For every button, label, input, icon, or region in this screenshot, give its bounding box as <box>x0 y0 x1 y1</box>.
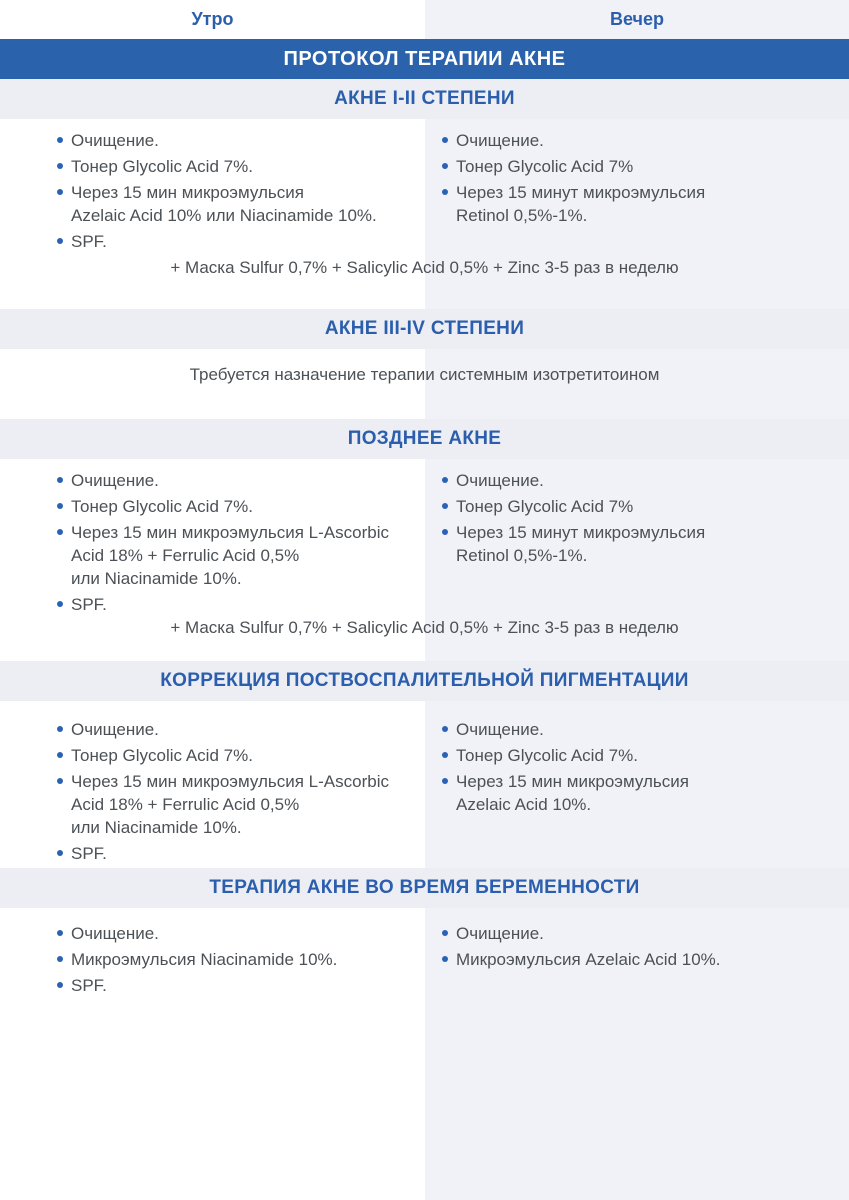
bullet-icon <box>442 752 448 758</box>
bullet-icon <box>57 726 63 732</box>
bullet-icon <box>57 956 63 962</box>
section-title-acne-3-4: АКНЕ III-IV СТЕПЕНИ <box>0 309 849 349</box>
bullet-icon <box>442 778 448 784</box>
bullet-icon <box>57 778 63 784</box>
list-item: Очищение. <box>57 922 425 945</box>
list-item: Через 15 мин микроэмульсия L-Ascorbic Acid 18% + Ferrulic Acid 0,5% или Niacinamide 10%. <box>57 521 425 590</box>
list-item: Очищение. <box>442 718 849 741</box>
list-item: Очищение. <box>442 922 849 945</box>
bullet-icon <box>57 238 63 244</box>
evening-column <box>425 469 849 619</box>
list-item: Через 15 мин микроэмульсия Azelaic Acid 10%. <box>442 770 849 816</box>
evening-column <box>425 922 849 1000</box>
list-item: Через 15 мин микроэмульсия L-Ascorbic Acid 18% + Ferrulic Acid 0,5% или Niacinamide 10%. <box>57 770 425 839</box>
mask-note: + Маска Sulfur 0,7% + Salicylic Acid 0,5% + Zinc 3-5 раз в неделю <box>170 258 679 277</box>
column-header-evening: Вечер <box>609 9 665 29</box>
section-title-pregnancy: ТЕРАПИЯ АКНЕ ВО ВРЕМЯ БЕРЕМЕННОСТИ <box>0 868 849 908</box>
evening-list <box>442 718 849 816</box>
evening-list <box>442 922 849 971</box>
bullet-icon <box>442 189 448 195</box>
section-content-acne-1-2 <box>0 119 849 256</box>
evening-column <box>425 129 849 256</box>
list-item: Очищение. <box>57 469 425 492</box>
bullet-icon <box>442 137 448 143</box>
list-item: Очищение. <box>442 469 849 492</box>
bullet-icon <box>57 850 63 856</box>
bullet-icon <box>442 477 448 483</box>
section-title-late-acne: ПОЗДНЕЕ АКНЕ <box>0 419 849 459</box>
bullet-icon <box>57 163 63 169</box>
list-item: Тонер Glycolic Acid 7% <box>442 495 849 518</box>
list-item: SPF. <box>57 230 425 253</box>
list-item: Микроэмульсия Azelaic Acid 10%. <box>442 948 849 971</box>
bullet-icon <box>57 601 63 607</box>
morning-list <box>57 469 425 616</box>
morning-list <box>57 129 425 253</box>
list-item: Очищение. <box>442 129 849 152</box>
section-content-pregnancy <box>0 908 849 1000</box>
evening-list <box>442 129 849 227</box>
column-header-morning: Утро <box>191 9 234 29</box>
list-item: Через 15 минут микроэмульсия Retinol 0,5%-1%. <box>442 181 849 227</box>
bullet-icon <box>442 503 448 509</box>
morning-list <box>57 922 425 997</box>
bullet-icon <box>57 752 63 758</box>
bullet-icon <box>57 477 63 483</box>
bullet-icon <box>442 529 448 535</box>
evening-column <box>425 718 849 868</box>
morning-column <box>0 129 425 256</box>
column-header-row <box>0 0 849 39</box>
list-item: Тонер Glycolic Acid 7%. <box>57 744 425 767</box>
list-item: Через 15 мин микроэмульсия Azelaic Acid 10% или Niacinamide 10%. <box>57 181 425 227</box>
section-content-pigmentation <box>0 701 849 868</box>
mask-note: + Маска Sulfur 0,7% + Salicylic Acid 0,5% + Zinc 3-5 раз в неделю <box>170 618 679 637</box>
list-item: Очищение. <box>57 718 425 741</box>
bullet-icon <box>57 137 63 143</box>
bullet-icon <box>442 726 448 732</box>
bullet-icon <box>442 163 448 169</box>
list-item: Микроэмульсия Niacinamide 10%. <box>57 948 425 971</box>
list-item: Тонер Glycolic Acid 7%. <box>442 744 849 767</box>
section-content-late-acne <box>0 459 849 619</box>
morning-column <box>0 718 425 868</box>
list-item: SPF. <box>57 593 425 616</box>
bullet-icon <box>57 503 63 509</box>
section-text-acne-3-4: Требуется назначение терапии системным изотретитоином <box>189 365 660 384</box>
list-item: Тонер Glycolic Acid 7%. <box>57 495 425 518</box>
list-item: Тонер Glycolic Acid 7%. <box>57 155 425 178</box>
bullet-icon <box>442 956 448 962</box>
list-item: Очищение. <box>57 129 425 152</box>
morning-list <box>57 718 425 865</box>
list-item: SPF. <box>57 842 425 865</box>
bullet-icon <box>57 930 63 936</box>
morning-column <box>0 922 425 1000</box>
morning-column <box>0 469 425 619</box>
bullet-icon <box>57 189 63 195</box>
bullet-icon <box>57 529 63 535</box>
list-item: Через 15 минут микроэмульсия Retinol 0,5%-1%. <box>442 521 849 567</box>
evening-list <box>442 469 849 567</box>
section-title-acne-1-2: АКНЕ I-II СТЕПЕНИ <box>0 79 849 119</box>
bullet-icon <box>57 982 63 988</box>
page-title: ПРОТОКОЛ ТЕРАПИИ АКНЕ <box>0 39 849 79</box>
list-item: SPF. <box>57 974 425 997</box>
bullet-icon <box>442 930 448 936</box>
section-title-pigmentation: КОРРЕКЦИЯ ПОСТВОСПАЛИТЕЛЬНОЙ ПИГМЕНТАЦИИ <box>0 661 849 701</box>
list-item: Тонер Glycolic Acid 7% <box>442 155 849 178</box>
